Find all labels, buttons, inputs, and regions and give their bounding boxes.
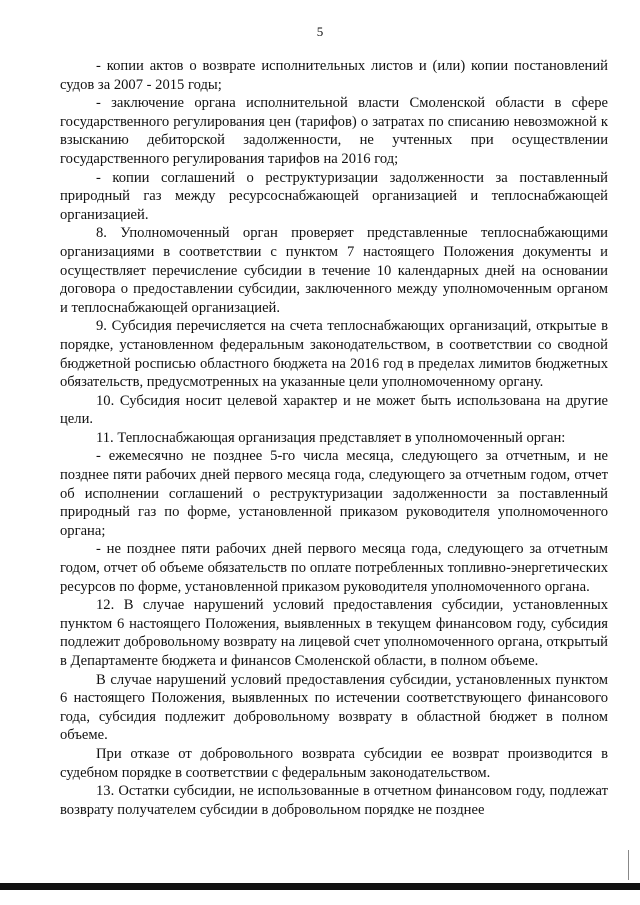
paragraph-item-11: 11. Теплоснабжающая организация представляет в уполномоченный орган: (96, 429, 566, 446)
paragraph-item-13: 13. Остатки субсидии, не использованные в отчетном финансовом году, подлежат возврату получателем субсидии в добровольном порядке не позднее (60, 783, 608, 818)
paragraph-refusal-return: При отказе от добровольного возврата субсидии ее возврат производится в судебном порядке в соответствии с федеральным законодательством. (60, 745, 608, 781)
paragraph-copies-of-acts: - копии актов о возврате исполнительных листов и (или) копии постановлений судов за 2007 - 2015 годы; (60, 58, 608, 93)
paragraph-item-10: 10. Субсидия носит целевой характер и не может быть использована на другие цели. (60, 392, 608, 428)
paragraph-conclusion-of-authority: - заключение органа исполнительной власти Смоленской области в сфере государственного регулирования цен (тарифов) о затратах по списанию невозможной к взысканию дебиторской задолженности, не учтенных при осуществлении государственного регулирования тарифов на 2016 год; (60, 95, 608, 167)
scan-bottom-border (0, 883, 640, 890)
paragraph-item-12: 12. В случае нарушений условий предоставления субсидии, установленных пунктом 6 настоящего Положения, выявленных в текущем финансовом году, субсидия подлежит добровольному возврату на лицевой счет уполномоченного органа, открытый в Департаменте бюджета и финансов Смоленской области, в полном объеме. (60, 597, 608, 669)
scan-edge-mark (628, 850, 629, 880)
paragraph-annual-report: - не позднее пяти рабочих дней первого месяца года, следующего за отчетным годом, отчет об объеме обязательств по оплате потребленных топливно-энергетических ресурсов по форме, установленной приказом руководителя уполномоченного органа. (60, 541, 608, 595)
paragraph-restructuring-agreements: - копии соглашений о реструктуризации задолженности за поставленный природный газ между ресурсоснабжающей организацией и теплоснабжающей организацией. (60, 169, 608, 223)
page-number: 5 (316, 24, 324, 39)
paragraph-item-8: 8. Уполномоченный орган проверяет представленные теплоснабжающими организациями в соответствии с пунктом 7 настоящего Положения документы и осуществляет перечисление субсидии в течение 10 календарных дней на основании договора о предоставлении субсидии, заключенного между уполномоченным органом и теплоснабжающей организацией. (60, 225, 608, 316)
paragraph-monthly-report: - ежемесячно не позднее 5-го числа месяца, следующего за отчетным, и не позднее пяти рабочих дней первого месяца года, следующего за отчетным годом, отчет об исполнении соглашений о реструктуризации задолженности за поставленный природный газ по форме, установленной приказом руководителя уполномоченного органа; (60, 448, 608, 539)
paragraph-violation-after-year: В случае нарушений условий предоставления субсидии, установленных пунктом 6 настоящего Положения, выявленных по истечении соответствующего финансового года, субсидия подлежит добровольному возврату в областной бюджет в полном объеме. (60, 671, 608, 744)
document-body (60, 57, 608, 819)
paragraph-item-9: 9. Субсидия перечисляется на счета теплоснабжающих организаций, открытые в порядке, установленном федеральным законодательством, в соответствии со сводной бюджетной росписью областного бюджета на 2016 год в пределах лимитов бюджетных обязательств, предусмотренных на указанные цели уполномоченному органу. (60, 318, 608, 391)
